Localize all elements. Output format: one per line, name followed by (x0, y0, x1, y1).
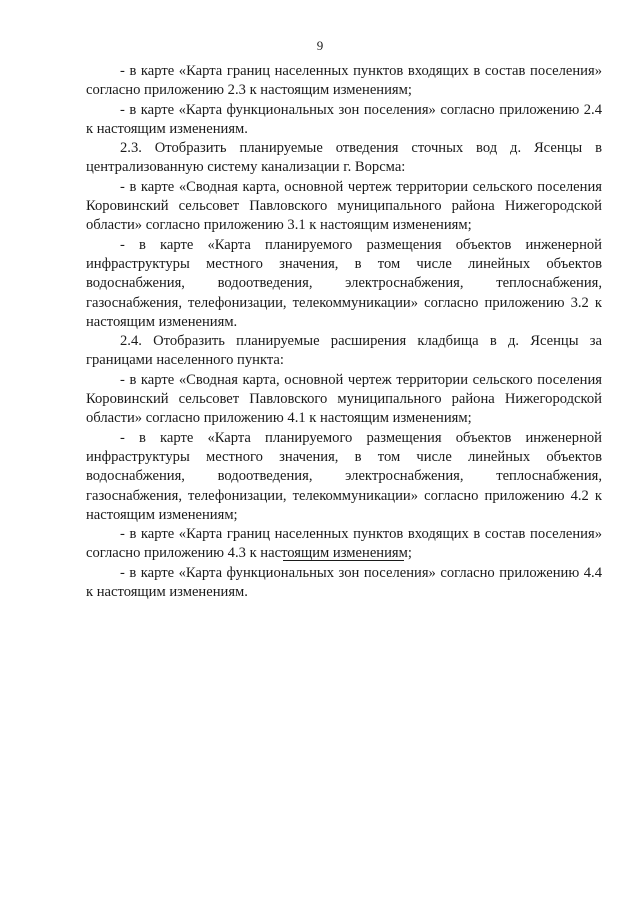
end-divider-line (283, 560, 404, 561)
page-number: 9 (316, 38, 324, 53)
paragraph-map-zones-4-4: - в карте «Карта функциональных зон поселения» согласно приложению 4.4 к настоящим изменениям. (86, 564, 602, 601)
paragraph-map-zones-2-4: - в карте «Карта функциональных зон поселения» согласно приложению 2.4 к настоящим изменениям. (86, 101, 602, 137)
document-body (86, 62, 602, 602)
paragraph-infrastructure-map-4-2: - в карте «Карта планируемого размещения объектов инженерной инфраструктуры местного значения, в том числе линейных объектов водоснабжения, водоотведения, электроснабжения, теплоснабжения, газоснабжения, телефонизации, телекоммуникации» согласно приложению 4.2 к настоящим изменениям; (86, 429, 602, 523)
paragraph-section-2-4: 2.4. Отобразить планируемые расширения кладбища в д. Ясенцы за границами населенного пункта: (86, 333, 602, 369)
paragraph-section-2-3: 2.3. Отобразить планируемые отведения сточных вод д. Ясенцы в централизованную систему канализации г. Ворсма: (86, 140, 602, 176)
paragraph-infrastructure-map-3-2: - в карте «Карта планируемого размещения объектов инженерной инфраструктуры местного значения, в том числе линейных объектов водоснабжения, водоотведения, электроснабжения, теплоснабжения, газоснабжения, телефонизации, телекоммуникации» согласно приложению 3.2 к настоящим изменениям. (86, 236, 602, 330)
paragraph-map-boundaries-4-3: - в карте «Карта границ населенных пунктов входящих в состав поселения» согласно приложению 4.3 к настоящим изменениям; (86, 526, 602, 562)
paragraph-summary-map-3-1: - в карте «Сводная карта, основной чертеж территории сельского поселения Коровинский сельсовет Павловского муниципального района Нижегородской области» согласно приложению 3.1 к настоящим изменениям; (86, 178, 602, 234)
paragraph-map-boundaries-2-3: - в карте «Карта границ населенных пунктов входящих в состав поселения» согласно приложению 2.3 к настоящим изменениям; (86, 63, 602, 99)
paragraph-summary-map-4-1: - в карте «Сводная карта, основной чертеж территории сельского поселения Коровинский сельсовет Павловского муниципального района Нижегородской области» согласно приложению 4.1 к настоящим изменениям; (86, 371, 602, 427)
